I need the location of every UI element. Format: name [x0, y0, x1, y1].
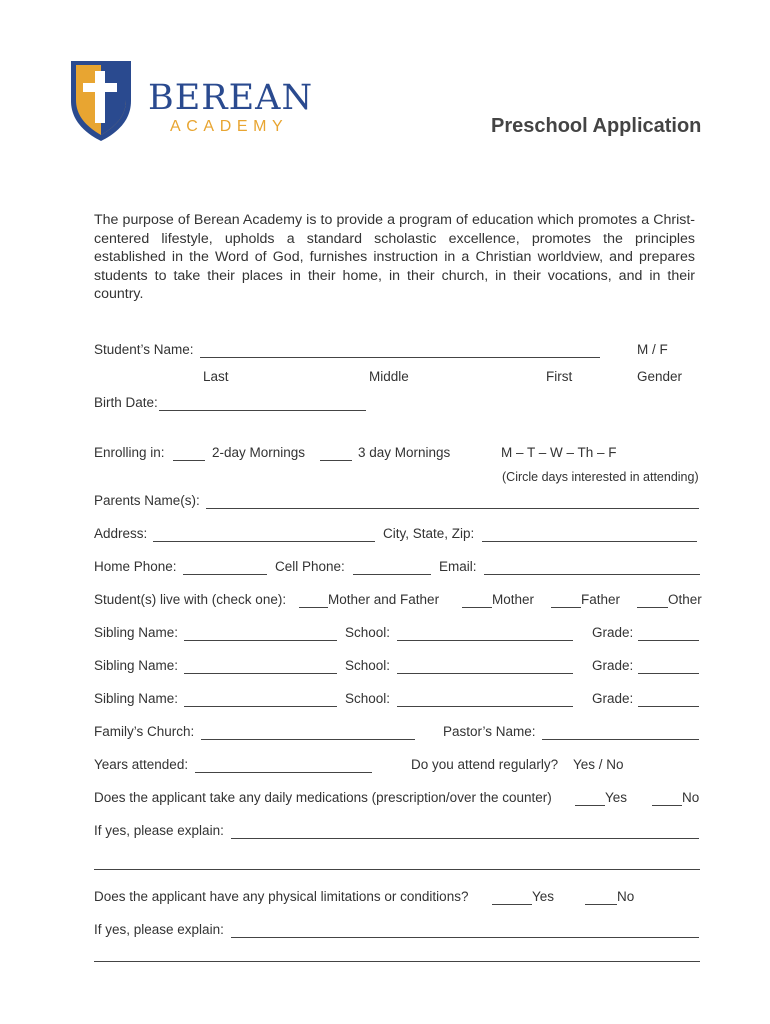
first-label: First — [546, 369, 573, 384]
sibling-name-label: Sibling Name: — [94, 625, 179, 640]
address-field[interactable] — [153, 541, 375, 542]
lives-mother-field[interactable] — [462, 607, 492, 608]
sibling-school-field[interactable] — [397, 673, 573, 674]
limitations-explain-field-2[interactable] — [94, 961, 700, 962]
last-label: Last — [203, 369, 229, 384]
lives-mother-label: Mother — [492, 592, 535, 607]
gender-label: Gender — [637, 369, 683, 384]
years-attended-field[interactable] — [195, 772, 372, 773]
sibling-name-label: Sibling Name: — [94, 658, 179, 673]
sibling-name-field[interactable] — [184, 640, 337, 641]
pastor-name-field[interactable] — [542, 739, 699, 740]
sibling-grade-field[interactable] — [638, 640, 699, 641]
sibling-grade-label: Grade: — [592, 625, 634, 640]
student-name-label: Student’s Name: — [94, 342, 194, 357]
pastor-name-label: Pastor’s Name: — [443, 724, 536, 739]
limitations-yes-label: Yes — [532, 889, 555, 904]
home-phone-field[interactable] — [183, 574, 267, 575]
enrolling-label: Enrolling in: — [94, 445, 165, 460]
sibling-school-label: School: — [345, 625, 391, 640]
lives-other-field[interactable] — [637, 607, 668, 608]
cell-phone-label: Cell Phone: — [275, 559, 345, 574]
medications-explain-field-2[interactable] — [94, 869, 700, 870]
parents-name-label: Parents Name(s): — [94, 493, 200, 508]
enroll-3day-field[interactable] — [320, 460, 352, 461]
family-church-field[interactable] — [201, 739, 415, 740]
page-title: Preschool Application — [491, 115, 702, 137]
sibling-school-field[interactable] — [397, 640, 573, 641]
sibling-school-field[interactable] — [397, 706, 573, 707]
lives-father-field[interactable] — [551, 607, 581, 608]
birth-date-field[interactable] — [159, 410, 366, 411]
attend-regularly-choice[interactable]: Yes / No — [573, 757, 624, 772]
sibling-school-label: School: — [345, 691, 391, 706]
days-selector[interactable]: M – T – W – Th – F — [501, 445, 617, 460]
address-label: Address: — [94, 526, 148, 541]
home-phone-label: Home Phone: — [94, 559, 177, 574]
sibling-name-label: Sibling Name: — [94, 691, 179, 706]
sibling-grade-label: Grade: — [592, 691, 634, 706]
limitations-explain-label: If yes, please explain: — [94, 922, 224, 937]
limitations-no-field[interactable] — [585, 904, 617, 905]
limitations-question: Does the applicant have any physical limitations or conditions? — [94, 889, 469, 904]
email-field[interactable] — [484, 574, 700, 575]
birth-date-label: Birth Date: — [94, 395, 158, 410]
lives-other-label: Other — [668, 592, 702, 607]
sibling-school-label: School: — [345, 658, 391, 673]
sibling-grade-field[interactable] — [638, 706, 699, 707]
cell-phone-field[interactable] — [353, 574, 431, 575]
cross-shield-icon — [68, 57, 134, 143]
sibling-name-field[interactable] — [184, 706, 337, 707]
medications-no-field[interactable] — [652, 805, 682, 806]
medications-no-label: No — [682, 790, 700, 805]
lives-with-label: Student(s) live with (check one): — [94, 592, 287, 607]
email-label: Email: — [439, 559, 477, 574]
medications-explain-label: If yes, please explain: — [94, 823, 224, 838]
limitations-explain-field[interactable] — [231, 937, 699, 938]
sibling-grade-field[interactable] — [638, 673, 699, 674]
parents-name-field[interactable] — [206, 508, 699, 509]
school-subtitle: ACADEMY — [170, 118, 289, 135]
city-state-zip-field[interactable] — [482, 541, 697, 542]
medications-question: Does the applicant take any daily medications (prescription/over the counter) — [94, 790, 552, 805]
middle-label: Middle — [369, 369, 409, 384]
attend-regularly-label: Do you attend regularly? — [411, 757, 559, 772]
years-attended-label: Years attended: — [94, 757, 189, 772]
mf-label: M / F — [637, 342, 668, 357]
medications-explain-field[interactable] — [231, 838, 699, 839]
family-church-label: Family’s Church: — [94, 724, 195, 739]
lives-mother-father-field[interactable] — [299, 607, 328, 608]
student-name-field[interactable] — [200, 357, 600, 358]
limitations-no-label: No — [617, 889, 635, 904]
lives-mother-father-label: Mother and Father — [328, 592, 440, 607]
enroll-2day-field[interactable] — [173, 460, 205, 461]
school-name: BEREAN — [148, 78, 314, 118]
enroll-2day-label: 2-day Mornings — [212, 445, 306, 460]
lives-father-label: Father — [581, 592, 621, 607]
enroll-3day-label: 3 day Mornings — [358, 445, 451, 460]
city-state-zip-label: City, State, Zip: — [383, 526, 475, 541]
medications-yes-label: Yes — [605, 790, 628, 805]
sibling-grade-label: Grade: — [592, 658, 634, 673]
limitations-yes-field[interactable] — [492, 904, 532, 905]
days-note: (Circle days interested in attending) — [502, 470, 699, 484]
sibling-name-field[interactable] — [184, 673, 337, 674]
medications-yes-field[interactable] — [575, 805, 605, 806]
purpose-statement: The purpose of Berean Academy is to provide a program of education which promotes a Christ-centered lifestyle, upholds a standard scholastic excellence, promotes the principles established in the Word of God, furnishes instruction in a Christian worldview, and prepares students to take their places in their home, in their church, in their vocations, and in their country. — [94, 212, 695, 303]
